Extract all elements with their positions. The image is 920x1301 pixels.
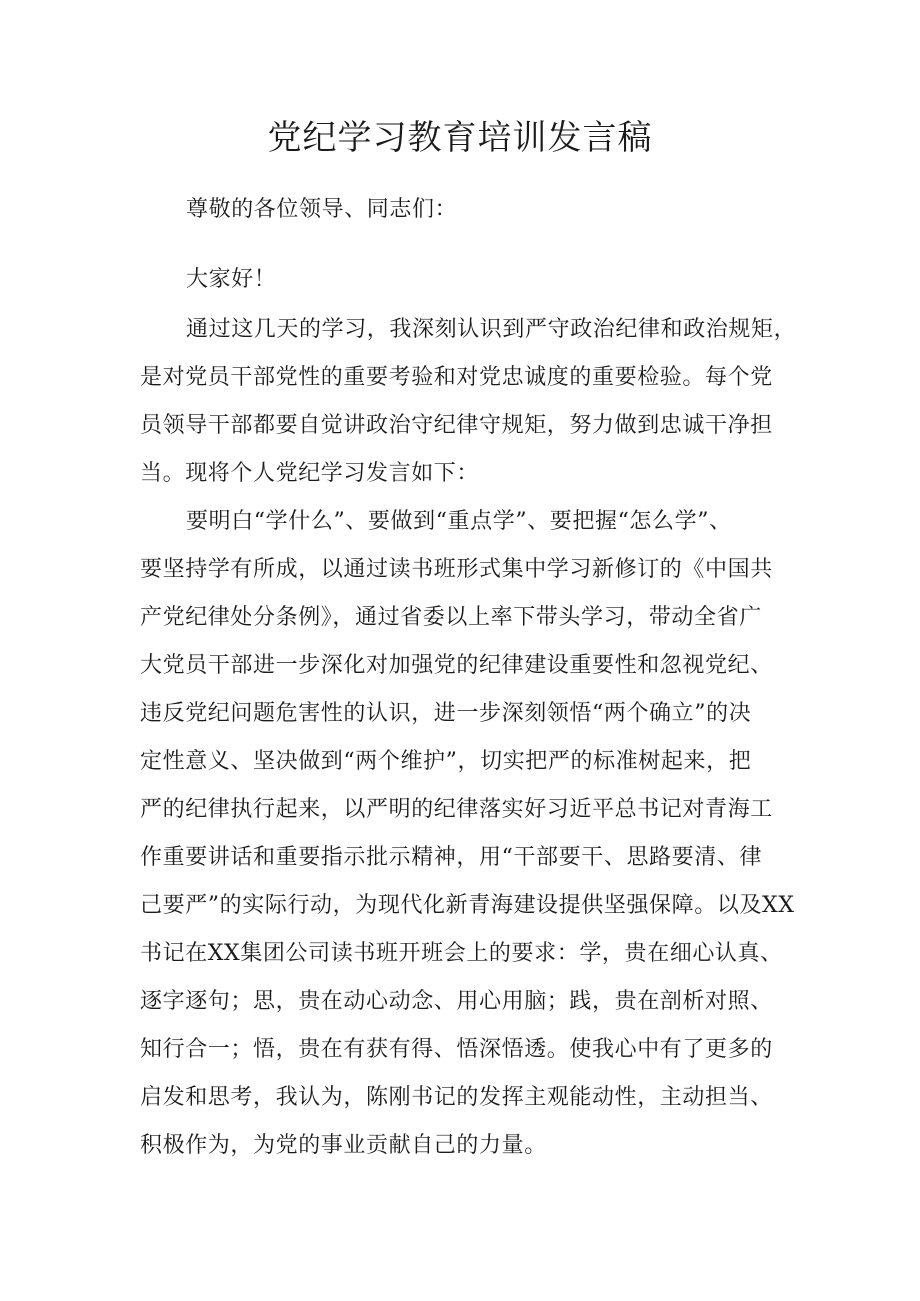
salutation-line: 尊敬的各位领导、同志们： (186, 197, 458, 222)
paragraph-2-line-8: 作重要讲话和重要指示批示精神，用“干部要干、思路要清、律 (140, 845, 763, 870)
paragraph-2-line-7: 严的纪律执行起来，以严明的纪律落实好习近平总书记对青海工 (140, 797, 773, 822)
greeting-line: 大家好！ (186, 267, 277, 292)
paragraph-2-line-12: 知行合一；悟，贵在有获有得、悟深悟透。使我心中有了更多的 (140, 1037, 773, 1062)
paragraph-2-line-10: 书记在XX集团公司读书班开班会上的要求：学，贵在细心认真、 (140, 941, 783, 966)
paragraph-2-line-14: 积极作为，为党的事业贡献自己的力量。 (140, 1133, 547, 1158)
document-title: 党纪学习教育培训发言稿 (267, 118, 653, 158)
paragraph-2-line-1: 要明白“学什么”、要做到“重点学”、要把握“怎么学”、 (186, 509, 732, 534)
paragraph-2-line-11: 逐字逐句；思，贵在动心动念、用心用脑；践，贵在剖析对照、 (140, 989, 773, 1014)
paragraph-1-line-3: 员领导干部都要自觉讲政治守纪律守规矩，努力做到忠诚干净担 (140, 413, 773, 438)
paragraph-1-line-4: 当。现将个人党纪学习发言如下： (140, 461, 480, 486)
paragraph-2-line-2: 要坚持学有所成，以通过读书班形式集中学习新修订的《中国共 (140, 557, 773, 582)
paragraph-2-line-9: 己要严”的实际行动，为现代化新青海建设提供坚强保障。以及XX (140, 893, 795, 918)
paragraph-2-line-4: 大党员干部进一步深化对加强党的纪律建设重要性和忽视党纪、 (140, 653, 773, 678)
paragraph-2-line-6: 定性意义、坚决做到“两个维护”，切实把严的标准树起来，把 (140, 749, 752, 774)
paragraph-2-line-13: 启发和思考，我认为，陈刚书记的发挥主观能动性，主动担当、 (140, 1085, 773, 1110)
paragraph-2-line-3: 产党纪律处分条例》，通过省委以上率下带头学习，带动全省广 (140, 605, 762, 630)
paragraph-1-line-1: 通过这几天的学习，我深刻认识到严守政治纪律和政治规矩， (186, 317, 797, 342)
paragraph-2-line-5: 违反党纪问题危害性的认识，进一步深刻领悟“两个确立”的决 (140, 701, 752, 726)
paragraph-1-line-2: 是对党员干部党性的重要考验和对党忠诚度的重要检验。每个党 (140, 365, 773, 390)
